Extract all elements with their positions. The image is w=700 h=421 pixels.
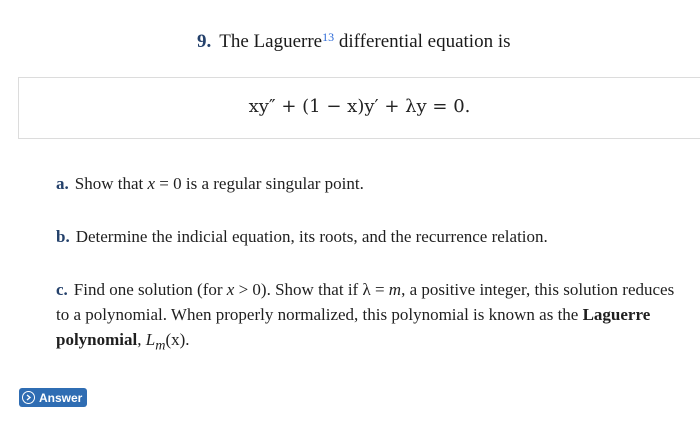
part-text: , a positive integer, this solution reduces to a polynomial. When properly normalized, this polynomial is known as the [56, 280, 675, 324]
part-text: (x). [165, 330, 190, 349]
answer-button[interactable] [19, 388, 87, 407]
part-label: a. [56, 174, 69, 193]
part-c [56, 277, 691, 358]
part-var: x [226, 280, 235, 299]
part-a [56, 171, 691, 196]
part-text: Find one solution (for [73, 280, 227, 299]
laguerre-equation: xy″ + (1 − x)y′ + λy = 0. [248, 96, 471, 117]
chevron-right-icon [22, 391, 35, 404]
part-text: , [137, 330, 146, 349]
part-var: L [145, 330, 156, 349]
footnote-link[interactable]: 13 [322, 30, 335, 44]
part-label: b. [56, 227, 70, 246]
part-text: Show that [74, 174, 148, 193]
equation-box [18, 77, 700, 139]
answer-button-label: Answer [39, 390, 83, 405]
part-b [56, 224, 691, 249]
part-var: x [147, 174, 156, 193]
problem-heading [197, 25, 511, 54]
part-text: = 0 is a regular singular point. [155, 174, 364, 193]
part-text: > 0). Show that if λ = [234, 280, 389, 299]
problem-intro-rest: differential equation is [334, 31, 511, 52]
problem-intro: The Laguerre [219, 31, 323, 52]
part-text: Determine the indicial equation, its roots, and the recurrence relation. [75, 227, 548, 246]
part-var: m [388, 280, 402, 299]
part-var: m [155, 337, 166, 354]
part-label: c. [56, 280, 68, 299]
problem-number: 9. [197, 31, 212, 52]
term-bold: Laguerre polynomial [56, 305, 651, 349]
